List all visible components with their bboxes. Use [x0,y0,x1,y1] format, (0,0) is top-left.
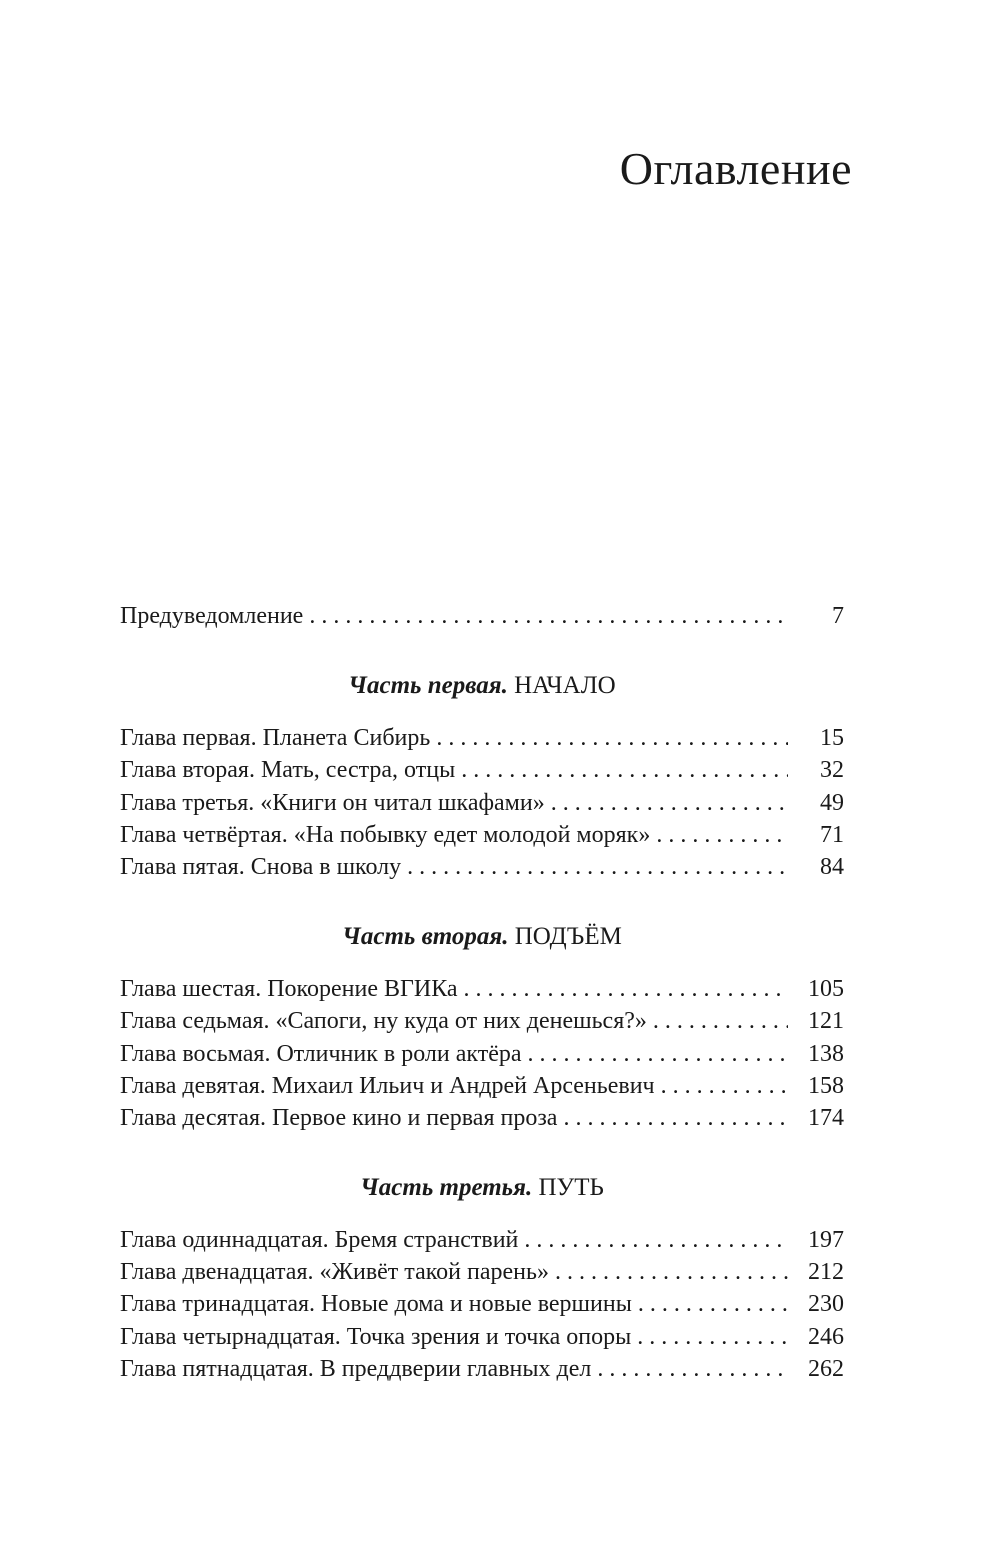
toc-entry[interactable] [120,1321,844,1353]
part-heading-3 [120,1172,844,1204]
table-of-contents [120,600,844,1385]
toc-entry-preface[interactable] [120,600,844,632]
page-title: Оглавление [619,143,852,194]
dot-leader [555,1256,788,1288]
toc-entry-label: Глава двенадцатая. «Живёт такой парень» [120,1259,549,1286]
toc-entry-page: 138 [808,1040,844,1067]
toc-entry[interactable] [120,1288,844,1320]
toc-entry-label: Глава восьмая. Отличник в роли актёра [120,1040,522,1067]
toc-entry-page: 105 [808,976,844,1003]
toc-entry-page: 32 [820,757,844,784]
toc-entry-page: 262 [808,1355,844,1382]
toc-entry-label: Глава пятнадцатая. В преддверии главных дел [120,1355,592,1382]
part-number: Часть вторая. [342,923,509,951]
dot-leader [524,1224,788,1256]
toc-entry-page: 121 [808,1008,844,1035]
toc-entry-label: Глава тринадцатая. Новые дома и новые вершины [120,1291,632,1318]
dot-leader [653,1005,788,1037]
toc-entry-label: Глава четырнадцатая. Точка зрения и точка опоры [120,1323,632,1350]
toc-entry[interactable] [120,1070,844,1102]
toc-entry-page: 246 [808,1323,844,1350]
dot-leader [407,851,788,883]
toc-entry-label: Глава девятая. Михаил Ильич и Андрей Арсеньевич [120,1072,655,1099]
dot-leader [436,722,788,754]
toc-entry-page: 84 [820,853,844,880]
part-heading-2 [120,921,844,953]
toc-entry-page: 230 [808,1291,844,1318]
toc-entry-label: Глава вторая. Мать, сестра, отцы [120,757,456,784]
toc-entry-label: Глава пятая. Снова в школу [120,853,402,880]
toc-entry[interactable] [120,1256,844,1288]
toc-entry[interactable] [120,973,844,1005]
dot-leader [551,787,788,819]
dot-leader [309,600,788,632]
toc-entry-page: 158 [808,1072,844,1099]
toc-entry-page: 49 [820,789,844,816]
toc-entry-label: Глава первая. Планета Сибирь [120,725,431,752]
toc-entry[interactable] [120,754,844,786]
toc-entry-page: 15 [820,725,844,752]
dot-leader [461,754,788,786]
toc-entry-page: 212 [808,1259,844,1286]
toc-entry[interactable] [120,787,844,819]
dot-leader [464,973,788,1005]
toc-entry[interactable] [120,722,844,754]
toc-entry[interactable] [120,1005,844,1037]
toc-entry-label: Глава шестая. Покорение ВГИКа [120,976,458,1003]
dot-leader [661,1070,788,1102]
toc-entry[interactable] [120,1102,844,1134]
toc-entry-page: 7 [832,603,844,629]
part-heading-1 [120,670,844,702]
dot-leader [656,819,788,851]
toc-entry[interactable] [120,1224,844,1256]
dot-leader [637,1321,788,1353]
dot-leader [597,1353,788,1385]
toc-entry[interactable] [120,851,844,883]
dot-leader [638,1288,788,1320]
toc-entry-label: Предуведомление [120,603,304,629]
part-number: Часть третья. [360,1174,533,1202]
toc-entry-page: 174 [808,1104,844,1131]
toc-entry-page: 71 [820,821,844,848]
toc-entry[interactable] [120,1353,844,1385]
toc-entry-label: Глава третья. «Книги он читал шкафами» [120,789,545,816]
toc-entry-page: 197 [808,1227,844,1254]
part-number: Часть первая. [348,672,508,700]
part-name: НАЧАЛО [514,672,616,700]
toc-entry-label: Глава четвёртая. «На побывку едет молодой моряк» [120,821,651,848]
toc-entry[interactable] [120,1038,844,1070]
toc-entry-label: Глава десятая. Первое кино и первая проза [120,1104,558,1131]
dot-leader [563,1102,788,1134]
part-name: ПУТЬ [538,1174,604,1202]
toc-entry-label: Глава седьмая. «Сапоги, ну куда от них денешься?» [120,1008,647,1035]
toc-entry-label: Глава одиннадцатая. Бремя странствий [120,1227,519,1254]
dot-leader [528,1038,788,1070]
part-name: ПОДЪЁМ [514,923,622,951]
toc-entry[interactable] [120,819,844,851]
